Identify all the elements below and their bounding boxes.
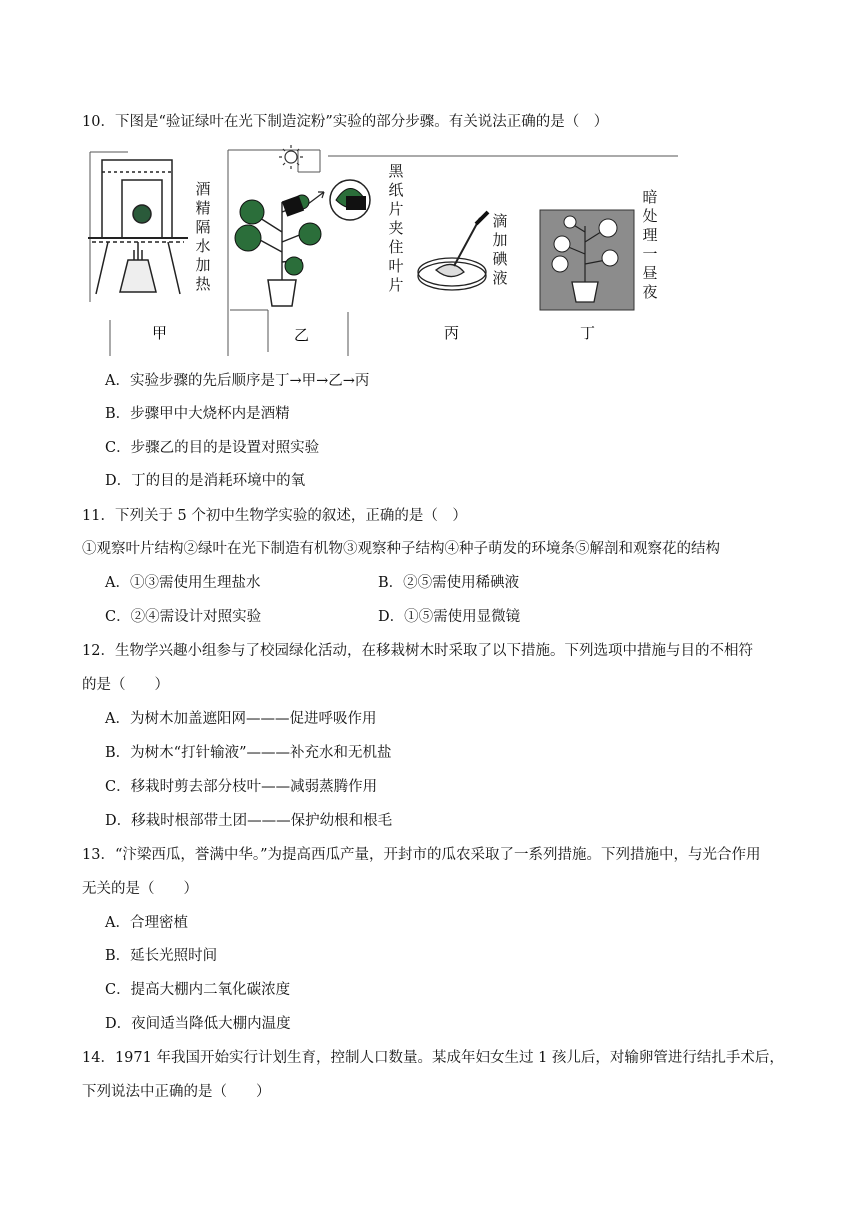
q14-stem-line1: 14．1971 年我国开始实行计划生育，控制人口数量。某成年妇女生过 1 孩儿后，对输卵管进行结扎手术后， [82,1050,784,1066]
q13-stem-line2: 无关的是（ ） [82,881,198,897]
step-label-yi: 乙 [294,326,310,344]
step-label-jia: 甲 [152,324,168,342]
q12-stem-line2: 的是（ ） [82,677,169,693]
q11-stem: 11．下列关于 5 个初中生物学实验的叙述，正确的是（ ） [82,508,467,524]
q13-option-c: C．提高大棚内二氧化碳浓度 [105,982,291,998]
step-label-bing: 丙 [444,324,460,342]
q10-option-d: D．丁的目的是消耗环境中的氧 [105,473,306,489]
q10-option-b: B．步骤甲中大烧杯内是酒精 [105,406,290,422]
q11-option-d: D．①⑤需使用显微镜 [378,609,521,625]
plant-in-dark-icon [540,210,634,310]
plant-with-covered-leaf-icon [235,145,370,306]
q11-list: ①观察叶片结构②绿叶在光下制造有机物③观察种子结构④种子萌发的环境条⑤解剖和观察花的结构 [82,541,720,557]
q13-option-b: B．延长光照时间 [105,948,218,964]
step-label-ding: 丁 [580,324,596,342]
q12-option-b: B．为树木“打针输液”———补充水和无机盐 [105,745,392,761]
q10-stem: 10．下图是“验证绿叶在光下制造淀粉”实验的部分步骤。有关说法正确的是（ ） [82,114,609,130]
caption-bing: 滴 加 碘 液 [492,212,508,287]
q13-stem-line1: 13．“汴梁西瓜，誉满中华。”为提高西瓜产量，开封市的瓜农采取了一系列措施。下列措施中，与光合作用 [82,847,761,863]
q10-option-c: C．步骤乙的目的是设置对照实验 [105,440,320,456]
q10-option-a: A．实验步骤的先后顺序是丁→甲→乙→丙 [105,373,370,389]
q13-option-d: D．夜间适当降低大棚内温度 [105,1016,291,1032]
water-bath-apparatus [88,160,188,294]
caption-ding: 暗 处 理 一 昼 夜 [642,188,658,301]
q10-experiment-figure [88,142,688,356]
q11-option-c: C．②④需设计对照实验 [105,609,262,625]
caption-yi: 黑 纸 片 夹 住 叶 片 [388,162,404,294]
q12-stem-line1: 12．生物学兴趣小组参与了校园绿化活动，在移栽树木时采取了以下措施。下列选项中措施与目的不相符 [82,643,753,659]
q12-option-a: A．为树木加盖遮阳网———促进呼吸作用 [105,711,377,727]
q11-option-a: A．①③需使用生理盐水 [105,575,261,591]
caption-jia: 酒 精 隔 水 加 热 [195,180,211,293]
q12-option-d: D．移栽时根部带土团———保护幼根和根毛 [105,813,393,829]
q14-stem-line2: 下列说法中正确的是（ ） [82,1084,271,1100]
q13-option-a: A．合理密植 [105,915,188,931]
petri-dish-dropper-icon [418,212,488,290]
q11-option-b: B．②⑤需使用稀碘液 [378,575,520,591]
q12-option-c: C．移栽时剪去部分枝叶——减弱蒸腾作用 [105,779,378,795]
